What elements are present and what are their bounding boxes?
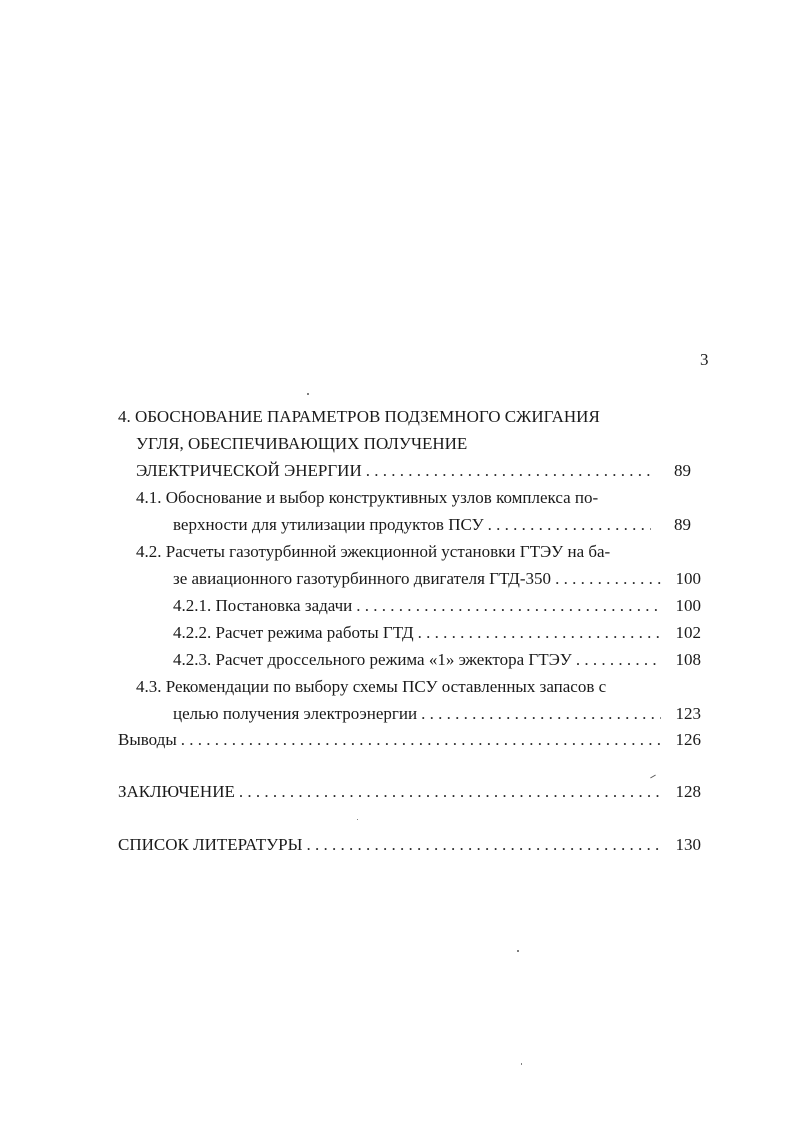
toc-entry-text: зе авиационного газотурбинного двигателя ГТД-350 — [173, 569, 552, 588]
toc-entry-conclusion[interactable] — [118, 782, 701, 802]
toc-entry-section-4-2-1[interactable] — [173, 596, 701, 616]
toc-leader-dots — [421, 704, 661, 724]
toc-entry-text: целью получения электроэнергии — [173, 704, 418, 723]
toc-leader-dots — [306, 835, 661, 855]
toc-page-number: 108 — [675, 650, 701, 669]
toc-entry-section-4-2-3[interactable] — [173, 650, 701, 670]
toc-entry-text: 4.2.2. Расчет режима работы ГТД — [173, 623, 414, 642]
toc-entry-text: верхности для утилизации продуктов ПСУ — [173, 515, 484, 534]
toc-leader-dots — [488, 515, 651, 535]
toc-leader-dots — [356, 596, 661, 616]
toc-entry-references[interactable] — [118, 835, 701, 855]
toc-leader-dots — [366, 461, 651, 481]
toc-section-4-2-line-1: 4.2. Расчеты газотурбинной эжекционной установки ГТЭУ на ба- — [136, 542, 611, 561]
toc-entry-text: 4.2.1. Постановка задачи — [173, 596, 353, 615]
scan-speck — [357, 819, 358, 820]
toc-entry-chapter-4[interactable] — [136, 461, 691, 481]
scan-speck — [521, 1063, 522, 1065]
toc-leader-dots — [239, 782, 661, 802]
toc-page-number: 123 — [675, 704, 701, 723]
toc-chapter-4-line-1: 4. ОБОСНОВАНИЕ ПАРАМЕТРОВ ПОДЗЕМНОГО СЖИГАНИЯ — [118, 407, 600, 426]
toc-entry-text: 4.2.3. Расчет дроссельного режима «1» эжектора ГТЭУ — [173, 650, 572, 669]
toc-entry-section-4-1[interactable] — [173, 515, 691, 535]
toc-leader-dots — [555, 569, 661, 589]
scan-speck — [517, 950, 519, 952]
toc-page-number: 89 — [674, 515, 691, 534]
scan-speck — [307, 393, 309, 395]
toc-page-number: 128 — [675, 782, 701, 801]
page-number: 3 — [700, 350, 709, 369]
toc-page-number: 89 — [674, 461, 691, 480]
toc-entry-text: ЗАКЛЮЧЕНИЕ — [118, 782, 235, 801]
toc-leader-dots — [576, 650, 661, 670]
toc-section-4-3-line-1: 4.3. Рекомендации по выбору схемы ПСУ оставленных запасов с — [136, 677, 607, 696]
toc-chapter-4-line-2: УГЛЯ, ОБЕСПЕЧИВАЮЩИХ ПОЛУЧЕНИЕ — [136, 434, 468, 453]
toc-page-number: 130 — [675, 835, 701, 854]
toc-page-number: 102 — [675, 623, 701, 642]
toc-entry-text: Выводы — [118, 730, 177, 749]
toc-entry-section-4-2[interactable] — [173, 569, 701, 589]
toc-entry-text: ЭЛЕКТРИЧЕСКОЙ ЭНЕРГИИ — [136, 461, 362, 480]
toc-entry-section-4-2-2[interactable] — [173, 623, 701, 643]
toc-leader-dots — [418, 623, 661, 643]
toc-leader-dots — [181, 730, 661, 750]
toc-page-number: 126 — [675, 730, 701, 749]
toc-page-number: 100 — [675, 569, 701, 588]
toc-entry-section-4-3[interactable] — [173, 704, 701, 724]
toc-entry-text: СПИСОК ЛИТЕРАТУРЫ — [118, 835, 303, 854]
toc-page-number: 100 — [675, 596, 701, 615]
toc-entry-conclusions[interactable] — [118, 730, 701, 750]
toc-section-4-1-line-1: 4.1. Обоснование и выбор конструктивных узлов комплекса по- — [136, 488, 599, 507]
